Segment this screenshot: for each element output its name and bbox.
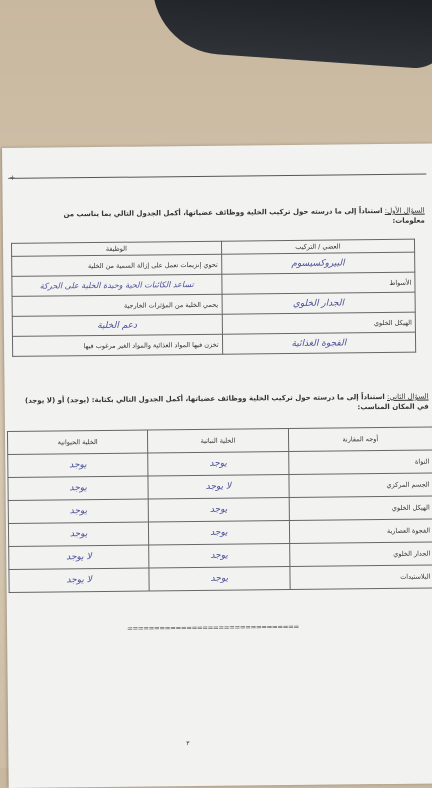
answer-handwritten: يوجد — [8, 522, 148, 546]
answer-handwritten: يوجد — [149, 544, 289, 568]
background-bag — [148, 0, 432, 70]
answer-handwritten: يوجد — [8, 476, 148, 500]
q2-table — [7, 427, 432, 593]
worksheet-page — [2, 143, 432, 787]
q2-aspect-cell: النواة — [288, 450, 432, 475]
q1-header-function: الوظيفة — [11, 241, 221, 256]
q2-header-plant: الخلية النباتية — [148, 429, 288, 453]
answer-handwritten: يوجد — [8, 453, 148, 477]
q2-heading: السؤال الثاني: — [386, 392, 429, 401]
q2-aspect-cell: الفجوة العصارية — [289, 519, 432, 544]
q2-header-aspect: أوجه المقارنة — [288, 427, 432, 452]
table-row — [9, 565, 432, 592]
answer-handwritten: يوجد — [148, 452, 288, 476]
q2-text: استناداً إلى ما درسته حول تركيب الخلية ووظائف عضياتها، أكمل الجدول التالي بكتابة: (يوجد) أو (لا يوجد) في المكان المناسب: — [24, 393, 429, 412]
answer-handwritten: لا يوجد — [9, 545, 149, 569]
q2-aspect-cell: الجدار الخلوي — [289, 542, 432, 567]
q1-header-structure: العضي / التركيب — [221, 239, 415, 254]
answer-handwritten: الجدار الخلوي — [222, 292, 416, 314]
q1-heading: السؤال الأول: — [384, 206, 425, 215]
answer-handwritten: البيروكسيسوم — [221, 252, 415, 274]
q2-header-animal: الخلية الحيوانية — [7, 430, 147, 454]
q1-structure-cell: الأسواط — [221, 272, 415, 294]
q1-function-cell: تخزن فيها المواد الغذائية والمواد الغير مرغوب فيها — [12, 334, 222, 356]
q2-aspect-cell: الهيكل الخلوي — [289, 496, 432, 521]
q1-text: استناداً إلى ما درسته حول تركيب الخلية ووظائف عضياتها، أكمل الجدول التالي بما يناسب من معلومات: — [63, 207, 425, 225]
q1-table — [11, 239, 416, 357]
footer-rule: ================================ — [126, 622, 299, 633]
q1-function-cell: تحوي إنزيمات تعمل على إزالة السمية من الخلية — [12, 254, 222, 276]
answer-handwritten: تساعد الكائنات الحية وحيدة الخلية على الحركة — [12, 274, 222, 296]
answer-handwritten: يوجد — [148, 498, 288, 522]
table-row — [12, 332, 415, 356]
answer-handwritten: الفجوة الغذائية — [222, 332, 416, 354]
answer-handwritten: يوجد — [8, 499, 148, 523]
q1-structure-cell: الهيكل الخلوي — [222, 312, 416, 334]
answer-handwritten: لا يوجد — [148, 475, 288, 499]
answer-handwritten: يوجد — [149, 521, 289, 545]
page-number: ٣ — [186, 740, 190, 748]
answer-handwritten: دعم الخلية — [12, 314, 222, 336]
answer-handwritten: يوجد — [149, 567, 289, 591]
q2-aspect-cell: البلاستيدات — [289, 565, 432, 590]
q1-function-cell: يحمي الخلية من المؤثرات الخارجية — [12, 294, 222, 316]
q1-prompt — [33, 206, 425, 230]
answer-handwritten: لا يوجد — [9, 568, 149, 592]
corner-mark: + — [9, 173, 16, 182]
q2-aspect-cell: الجسم المركزي — [288, 473, 432, 498]
